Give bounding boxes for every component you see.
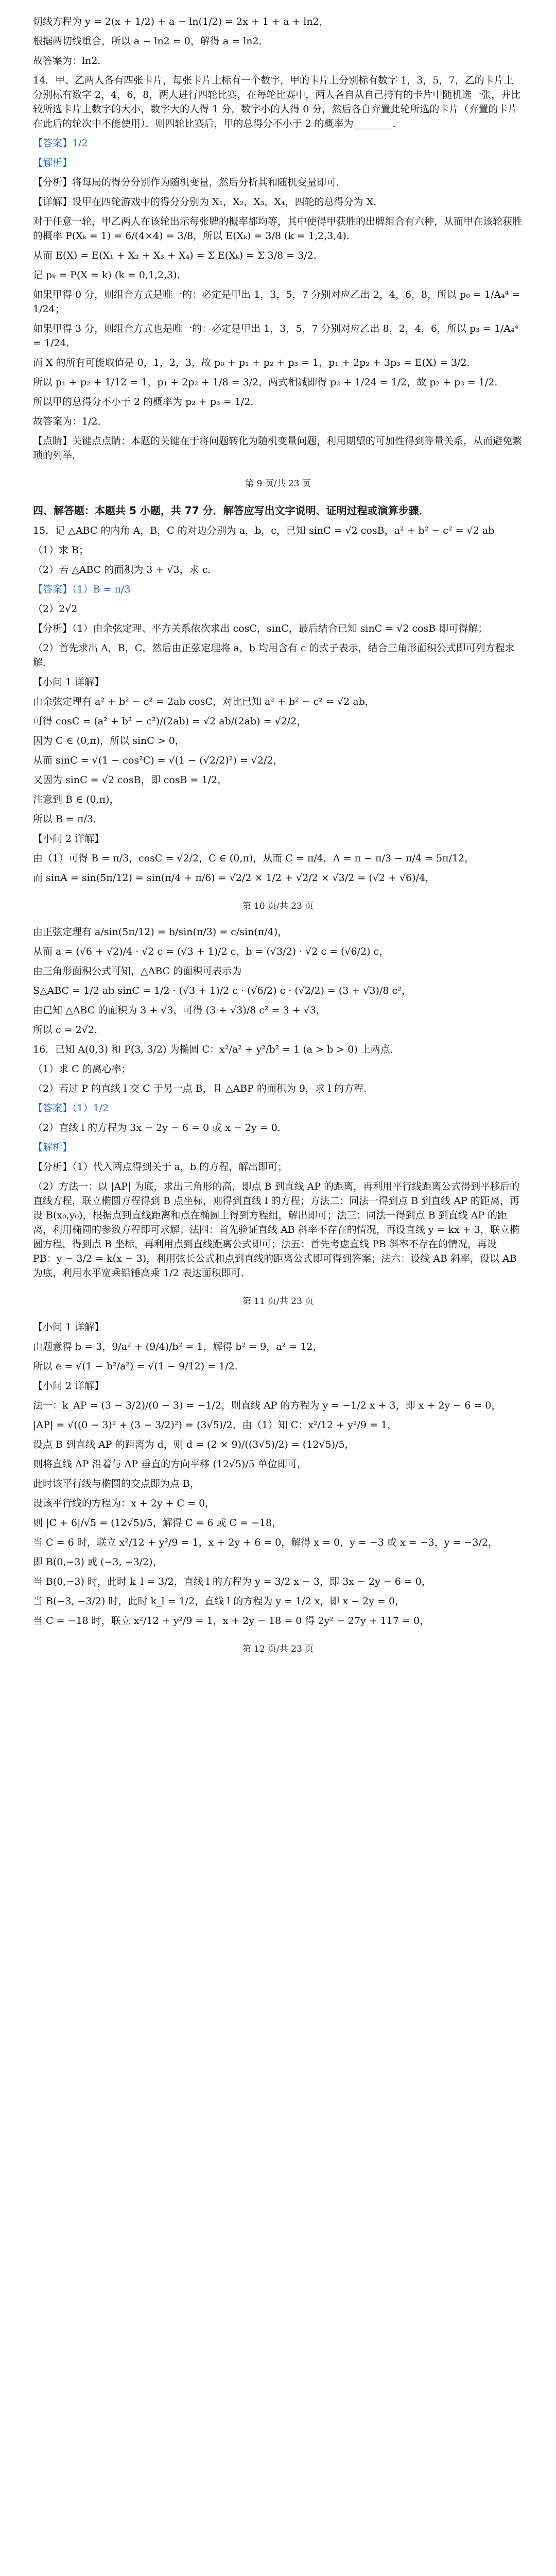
page-number: 第 12 页/共 23 页 bbox=[242, 1644, 314, 1654]
sub-heading: 【小问 1 详解】 bbox=[33, 1321, 105, 1333]
text-line: 而 sinA = sin(5π/12) = sin(π/4 + π/6) = √2/2 × 1/2 + √2/2 × √3/2 = (√2 + √6)/4， bbox=[33, 872, 436, 884]
analysis-text: （2）首先求出 A，B，C，然后由正弦定理将 a，b 均用含有 c 的式子表示，结合三角形面积公式即可列方程求解． bbox=[33, 642, 515, 668]
text-line: 因为 C ∈ (0,π)，所以 sinC > 0， bbox=[33, 735, 185, 747]
text-line: 从而 sinC = √(1 − cos²C) = √(1 − (√2/2)²) = √2/2， bbox=[33, 755, 283, 766]
text-line: 由正弦定理有 a/sin(5π/12) = b/sin(π/3) = c/sin(π/4)， bbox=[33, 926, 288, 938]
text-line: S△ABC = 1/2 ab sinC = 1/2 · (√3 + 1)/2 c · (√6/2) c · (√2/2) = (3 + √3)/8 c²， bbox=[33, 985, 411, 996]
sub-heading: 【小问 2 详解】 bbox=[33, 833, 105, 844]
text-line: 由三角形面积公式可知，△ABC 的面积可表示为 bbox=[33, 965, 242, 977]
text-line: 如果甲得 0 分，则组合方式是唯一的：必定是甲出 1，3，5，7 分别对应乙出 2，4，6，8，所以 p₀ = 1/A₄⁴ = 1/24； bbox=[33, 289, 524, 315]
question-14: 14．甲、乙两人各有四张卡片，每张卡片上标有一个数字，甲的卡片上分别标有数字 1，3，5，7，乙的卡片上分别标有数字 2，4，6，8，两人进行四轮比赛，在每轮比赛中，两人各自从自己持有的卡片中随机选一张，并比较所选卡片上数字的大小，数字大的人得 1 分，数字小的人得 0 分，然后各自弃置此轮所选的卡片（弃置的卡片在此后的轮次中不能使用）．则四轮比赛后，甲的总得分不小于 2 的概率为________． bbox=[33, 75, 521, 129]
answer-tag: 【答案】（1）1/2 bbox=[33, 1103, 109, 1114]
text-line: 设该平行线的方程为：x + 2y + C = 0， bbox=[33, 1498, 215, 1509]
text-line: |AP| = √((0 − 3)² + (3 − 3/2)²) = (3√5)/2，由（1）知 C：x²/12 + y²/9 = 1， bbox=[33, 1419, 397, 1431]
text-line: 切线方程为 y = 2(x + 1/2) + a − ln(1/2) = 2x + 1 + a + ln2， bbox=[33, 16, 329, 27]
page-number: 第 10 页/共 23 页 bbox=[242, 901, 314, 911]
analysis-text: （2）方法一：以 |AP| 为底，求出三角形的高，即点 B 到直线 AP 的距离，再利用平行线距离公式得到平移后的直线方程，联立椭圆方程得到 B 点坐标，则得到直线 l 的方程；方法二：同法一得到点 B 到直线 AP 的距离，再设 B(x₀,y₀)，根据点到直线距离和点在椭圆上得到方程组，解出即可；法三：同法一得到点 B 到直线 AP 的距离，利用椭圆的参数方程即可求解；法四：首先验证直线 AB 斜率不存在的情况，再设直线 y = kx + 3，联立椭圆方程，得到点 B 坐标，再利用点到直线距离公式即可；法五：首先考虑直线 PB 斜率不存在的情况，再设 PB：y − 3/2 = k(x − 3)，利用弦长公式和点到直线的距离公式即可得到答案；法六：设线 AB 斜率，设以 AB 为底，利用水平宽乘铅锤高乘 1/2 表达面积即可． bbox=[33, 1181, 520, 1279]
text-line: 所以甲的总得分不小于 2 的概率为 p₂ + p₃ = 1/2． bbox=[33, 396, 260, 408]
text-line: 当 C = −18 时，联立 x²/12 + y²/9 = 1，x + 2y − 18 = 0 得 2y² − 27y + 117 = 0， bbox=[33, 1615, 430, 1626]
text-line: 所以 c = 2√2． bbox=[33, 1024, 104, 1036]
text-line: 由已知 △ABC 的面积为 3 + √3，可得 (3 + √3)/8 c² = 3 + √3， bbox=[33, 1005, 326, 1016]
analysis-text: 【分析】将每局的得分分别作为随机变量，然后分析其和随机变量即可． bbox=[33, 177, 346, 188]
text-line: 所以 p₁ + p₂ + 1/12 = 1，p₁ + 2p₂ + 1/8 = 3/2，两式相减即得 p₂ + 1/24 = 1/2，故 p₂ + p₃ = 1/2． bbox=[33, 377, 505, 388]
question-16: 16．已知 A(0,3) 和 P(3, 3/2) 为椭圆 C：x²/a² + y²/b² = 1 (a > b > 0) 上两点． bbox=[33, 1044, 400, 1055]
answer-text: （2）直线 l 的方程为 3x − 2y − 6 = 0 或 x − 2y = 0． bbox=[33, 1122, 287, 1133]
text-line: 所以 e = √(1 − b²/a²) = √(1 − 9/12) = 1/2． bbox=[33, 1361, 245, 1372]
page-number: 第 9 页/共 23 页 bbox=[245, 479, 311, 489]
analysis-tag: 【解析】 bbox=[33, 157, 73, 168]
text-line: 而 X 的所有可能取值是 0，1，2，3，故 p₀ + p₁ + p₂ + p₃ = 1，p₁ + 2p₂ + 3p₃ = E(X) = 3/2． bbox=[33, 357, 477, 368]
text-line: 故答案为：1/2． bbox=[33, 416, 108, 427]
text-line: 当 C = 6 时，联立 x²/12 + y²/9 = 1，x + 2y + 6 = 0，解得 x = 0，y = −3 或 x = −3，y = −3/2， bbox=[33, 1537, 498, 1548]
text-line: 对于任意一轮，甲乙两人在该轮出示每张牌的概率都均等，其中使得甲获胜的出牌组合有六种，从而甲在该轮获胜的概率 P(Xₖ = 1) = 6/(4×4) = 3/8，所以 E(Xₖ) = 3/8 (k = 1,2,3,4)． bbox=[33, 216, 523, 242]
text-line: 由题意得 b = 3，9/a² + (9/4)/b² = 1，解得 b² = 9，a² = 12， bbox=[33, 1341, 323, 1352]
text-line: 设点 B 到直线 AP 的距离为 d，则 d = (2 × 9)/((3√5)/2) = (12√5)/5， bbox=[33, 1439, 355, 1450]
text-line: 故答案为：ln2． bbox=[33, 55, 108, 66]
text-line: 由（1）可得 B = π/3，cosC = √2/2，C ∈ (0,π)，从而 C = π/4，A = π − π/3 − π/4 = 5π/12， bbox=[33, 853, 475, 864]
text-line: 又因为 sinC = √2 cosB，即 cosB = 1/2， bbox=[33, 774, 228, 786]
text-line: 即 B(0,−3) 或 (−3, −3/2)， bbox=[33, 1556, 163, 1568]
answer-text: （2）2√2 bbox=[33, 603, 78, 615]
analysis-text: 【分析】（1）由余弦定理、平方关系依次求出 cosC，sinC，最后结合已知 sinC = √2 cosB 即可得解； bbox=[33, 623, 488, 634]
question-15: 15．记 △ABC 的内角 A，B，C 的对边分别为 a，b，c，已知 sinC = √2 cosB，a² + b² − c² = √2 ab bbox=[33, 525, 495, 536]
text-line: 当 B(−3, −3/2) 时，此时 k_l = 1/2，直线 l 的方程为 y = 1/2 x，即 x − 2y = 0， bbox=[33, 1596, 405, 1607]
analysis-text: 【分析】（1）代入两点得到关于 a，b 的方程，解出即可； bbox=[33, 1161, 288, 1173]
text-line: 可得 cosC = (a² + b² − c²)/(2ab) = √2 ab/(2ab) = √2/2， bbox=[33, 716, 307, 727]
sub-question: （2）若过 P 的直线 l 交 C 于另一点 B，且 △ABP 的面积为 9，求 l 的方程． bbox=[33, 1083, 374, 1094]
text-line: 当 B(0,−3) 时，此时 k_l = 3/2，直线 l 的方程为 y = 3/2 x − 3，即 3x − 2y − 6 = 0， bbox=[33, 1576, 431, 1587]
sub-question: （1）求 B； bbox=[33, 545, 89, 556]
sub-heading: 【小问 2 详解】 bbox=[33, 1380, 105, 1392]
text-line: 如果甲得 3 分，则组合方式也是唯一的：必定是甲出 1，3，5，7 分别对应乙出 8，2，4，6，所以 p₃ = 1/A₄⁴ = 1/24． bbox=[33, 323, 522, 349]
document-content bbox=[33, 14, 523, 1668]
text-line: 由余弦定理有 a² + b² − c² = 2ab cosC，对比已知 a² + b² − c² = √2 ab， bbox=[33, 696, 375, 707]
sub-heading: 【小问 1 详解】 bbox=[33, 676, 105, 688]
page-number: 第 11 页/共 23 页 bbox=[242, 1296, 314, 1307]
text-line: 所以 B = π/3． bbox=[33, 814, 103, 825]
sub-question: （2）若 △ABC 的面积为 3 + √3，求 c． bbox=[33, 564, 218, 575]
detail-text: 【详解】设甲在四轮游戏中的得分分别为 X₁，X₂，X₃，X₄，四轮的总得分为 X． bbox=[33, 196, 384, 208]
text-line: 则将直线 AP 沿着与 AP 垂直的方向平移 (12√5)/5 单位即可， bbox=[33, 1459, 307, 1470]
analysis-tag: 【解析】 bbox=[33, 1142, 73, 1153]
text-line: 记 pₖ = P(X = k) (k = 0,1,2,3)． bbox=[33, 269, 187, 281]
text-line: 则 |C + 6|/√5 = (12√5)/5，解得 C = 6 或 C = −18， bbox=[33, 1517, 282, 1529]
key-point-text: 【点睛】关键点点睛：本题的关键在于将问题转化为随机变量问题，利用期望的可加性得到等量关系，从而避免繁琐的列举． bbox=[33, 435, 523, 461]
answer-tag: 【答案】1/2 bbox=[33, 138, 91, 149]
text-line: 法一：k_AP = (3 − 3/2)/(0 − 3) = −1/2，则直线 AP 的方程为 y = −1/2 x + 3，即 x + 2y − 6 = 0， bbox=[33, 1400, 501, 1411]
text-line: 根据两切线重合，所以 a − ln2 = 0，解得 a = ln2． bbox=[33, 36, 269, 47]
text-line: 注意到 B ∈ (0,π)， bbox=[33, 794, 119, 805]
text-line: 此时该平行线与椭圆的交点即为点 B， bbox=[33, 1478, 200, 1489]
answer-tag: 【答案】（1）B = π/3 bbox=[33, 584, 131, 595]
text-line: 从而 E(X) = E(X₁ + X₂ + X₃ + X₄) = Σ E(Xₖ) = Σ 3/8 = 3/2． bbox=[33, 250, 323, 261]
sub-question: （1）求 C 的离心率； bbox=[33, 1063, 131, 1075]
section-heading: 四、解答题：本题共 5 小题，共 77 分．解答应写出文字说明、证明过程或演算步骤． bbox=[33, 504, 429, 517]
text-line: 从而 a = (√6 + √2)/4 · √2 c = (√3 + 1)/2 c，b = (√3/2) · √2 c = (√6/2) c， bbox=[33, 946, 389, 957]
